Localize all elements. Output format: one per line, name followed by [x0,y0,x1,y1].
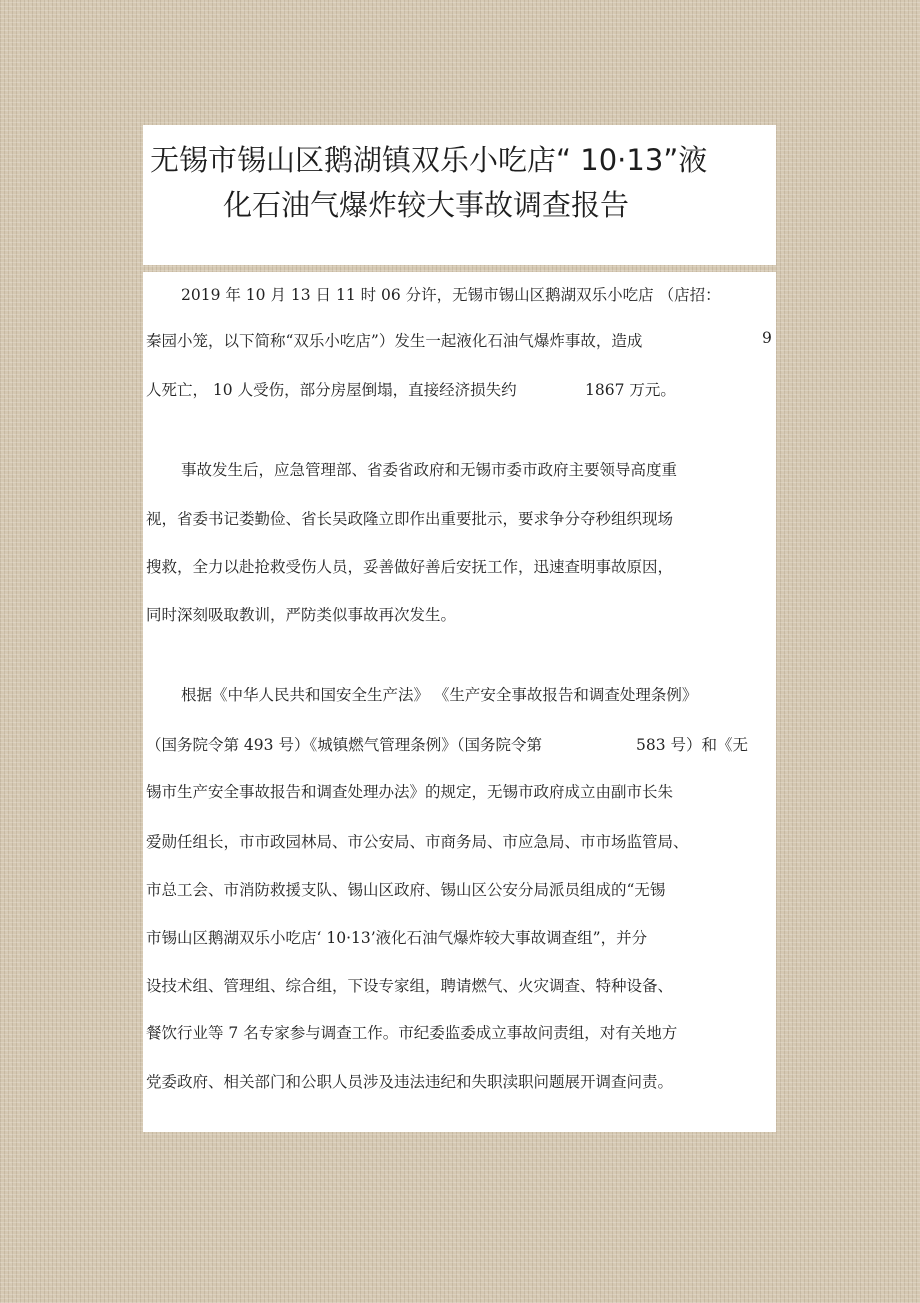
paragraph-2-line-2: 视，省委书记娄勤俭、省长吴政隆立即作出重要批示，要求争分夺秒组织现场 [146,510,674,528]
paragraph-1-line-1: 2019 年 10 月 13 日 11 时 06 分许，无锡市锡山区鹅湖双乐小吃店 （店招： [181,286,721,304]
paragraph-3-line-1: 根据《中华人民共和国安全生产法》 《生产安全事故报告和调查处理条例》 [181,686,698,704]
paragraph-3-line-5: 市总工会、市消防救援支队、锡山区政府、锡山区公安分局派员组成的“无锡 [146,881,666,899]
paragraph-3-line-3: 锡市生产安全事故报告和调查处理办法》的规定，无锡市政府成立由副市长朱 [146,783,674,801]
paragraph-2-line-4: 同时深刻吸取教训，严防类似事故再次发生。 [146,606,457,624]
report-title-line-2: 化石油气爆炸较大事故调查报告 [223,188,630,222]
paragraph-2-line-3: 搜救，全力以赴抢救受伤人员，妥善做好善后安抚工作，迅速查明事故原因， [146,558,674,576]
paragraph-3-line-9: 党委政府、相关部门和公职人员涉及违法违纪和失职渎职问题展开调查问责。 [146,1073,674,1091]
paragraph-3-line-8: 餐饮行业等 7 名专家参与调查工作。市纪委监委成立事故问责组，对有关地方 [146,1024,678,1042]
paragraph-1-line-2-tail: 9 [762,329,772,347]
paragraph-3-line-6: 市锡山区鹅湖双乐小吃店‘ 10·13’液化石油气爆炸较大事故调查组”，并分 [146,929,648,947]
paragraph-3-line-4: 爱勋任组长，市市政园林局、市公安局、市商务局、市应急局、市市场监管局、 [146,833,689,851]
paragraph-3-line-2: （国务院令第 493 号）《城镇燃气管理条例》（国务院令第 [146,736,542,754]
report-title-line-1: 无锡市锡山区鹅湖镇双乐小吃店“ 10·13”液 [150,143,708,177]
paragraph-2-line-1: 事故发生后，应急管理部、省委省政府和无锡市委市政府主要领导高度重 [181,461,678,479]
paragraph-3-line-7: 设技术组、管理组、综合组，下设专家组，聘请燃气、火灾调查、特种设备、 [146,977,674,995]
paragraph-1-line-3-tail: 1867 万元。 [585,381,676,399]
paragraph-3-line-2-tail: 583 号）和《无 [636,736,749,754]
paragraph-1-line-3: 人死亡， 10 人受伤，部分房屋倒塌，直接经济损失约 [146,381,517,399]
paragraph-1-line-2: 秦园小笼，以下简称“双乐小吃店”）发生一起液化石油气爆炸事故，造成 [146,332,643,350]
